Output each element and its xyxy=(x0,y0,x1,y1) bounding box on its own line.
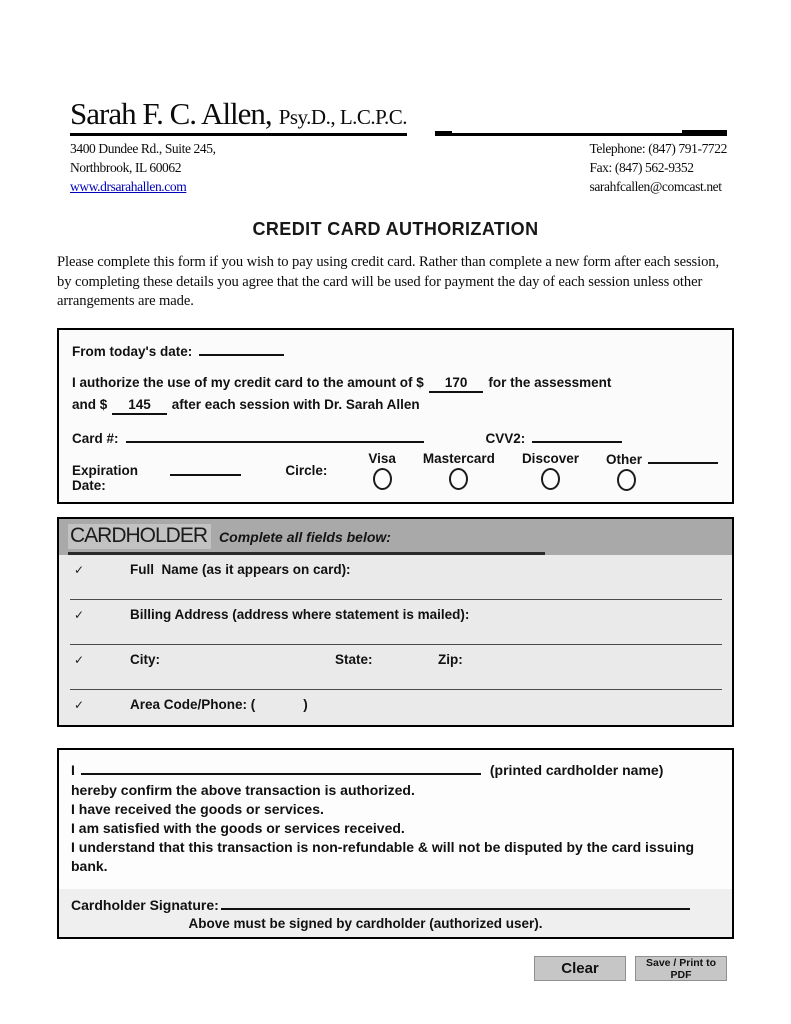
auth-text-prefix: I authorize the use of my credit card to the amount of $ xyxy=(72,375,424,391)
i-label: I xyxy=(71,762,75,779)
auth-text-suffix1: for the assessment xyxy=(488,375,612,391)
cardholder-header-bar xyxy=(59,519,732,555)
cardholder-title: CARDHOLDER xyxy=(68,524,211,549)
visa-label: Visa xyxy=(368,451,396,467)
other-blank[interactable] xyxy=(648,451,718,464)
check-icon: ✓ xyxy=(74,653,85,668)
letterhead-name-row xyxy=(70,96,727,136)
cvv-blank[interactable] xyxy=(532,430,622,443)
telephone-line: Telephone: (847) 791-7722 xyxy=(589,141,727,156)
signature-blank[interactable] xyxy=(221,896,690,910)
session-amount[interactable]: 145 xyxy=(112,396,167,415)
full-name-label: Full Name (as it appears on card): xyxy=(130,562,351,578)
address-line1: 3400 Dundee Rd., Suite 245, xyxy=(70,141,216,156)
mastercard-label: Mastercard xyxy=(422,451,495,467)
state-label: State: xyxy=(335,652,373,668)
decorative-underscore xyxy=(435,131,452,136)
signature-band xyxy=(59,889,732,937)
letterhead xyxy=(0,0,791,196)
statement-line: I am satisfied with the goods or services received. xyxy=(71,820,405,837)
card-number-row xyxy=(72,430,718,446)
mastercard-circle[interactable] xyxy=(449,468,468,490)
other-label-row xyxy=(606,451,718,467)
address-line2: Northbrook, IL 60062 xyxy=(70,160,182,176)
phone-row xyxy=(59,690,732,712)
date-label: From today's date: xyxy=(72,344,193,360)
printed-name-label: (printed cardholder name) xyxy=(489,762,664,779)
billing-address-label: Billing Address (address where statement is mailed): xyxy=(130,607,470,623)
clear-button[interactable]: Clear xyxy=(534,956,626,981)
printed-name-blank[interactable] xyxy=(81,761,481,775)
expiration-row xyxy=(72,451,718,493)
circle-label: Circle: xyxy=(285,463,328,479)
fax-line: Fax: (847) 562-9352 xyxy=(589,160,694,176)
check-icon: ✓ xyxy=(74,563,85,578)
website-link[interactable]: www.drsarahallen.com xyxy=(70,179,187,195)
practice-credentials: Psy.D., L.C.P.C. xyxy=(278,105,408,129)
assessment-amount[interactable]: 170 xyxy=(429,374,484,393)
phone-block xyxy=(589,139,727,196)
cvv-label: CVV2: xyxy=(485,431,526,447)
billing-address-row xyxy=(59,600,732,622)
phone-label: Area Code/Phone: ( xyxy=(130,697,256,713)
zip-label: Zip: xyxy=(438,652,463,668)
city-label: City: xyxy=(130,652,160,668)
other-circle[interactable] xyxy=(617,469,636,491)
other-label: Other xyxy=(605,452,642,468)
card-option-mastercard xyxy=(423,451,495,490)
cardholder-box xyxy=(57,517,734,727)
card-option-other xyxy=(606,451,718,491)
check-icon: ✓ xyxy=(74,608,85,623)
expiration-label: Expiration Date: xyxy=(72,463,139,494)
city-state-zip-row xyxy=(59,645,732,667)
date-blank[interactable] xyxy=(199,343,284,356)
confirmation-box xyxy=(57,748,734,939)
check-icon: ✓ xyxy=(74,698,85,713)
auth-text-suffix2: after each session with Dr. Sarah Allen xyxy=(171,397,420,413)
card-option-visa xyxy=(368,451,396,490)
card-option-discover xyxy=(522,451,579,490)
form-actions xyxy=(0,956,727,981)
contact-info xyxy=(70,139,727,196)
payment-authorization-box xyxy=(57,328,734,504)
city-state-zip-blank[interactable] xyxy=(59,667,732,689)
full-name-row xyxy=(59,555,732,577)
page-title: CREDIT CARD AUTHORIZATION xyxy=(252,219,539,240)
date-row xyxy=(72,343,718,359)
signature-note: Above must be signed by cardholder (authorized user). xyxy=(188,916,543,932)
card-number-blank[interactable] xyxy=(126,430,424,443)
phone-close-paren: ) xyxy=(303,697,308,713)
statement-line: I understand that this transaction is non-refundable & will not be disputed by the card issuing bank. xyxy=(71,839,695,875)
practice-name: Sarah F. C. Allen, xyxy=(70,96,272,131)
full-name-blank[interactable] xyxy=(59,577,732,599)
authorization-statement xyxy=(72,374,718,415)
statement-line: hereby confirm the above transaction is authorized. xyxy=(71,782,415,799)
email-line: sarahfcallen@comcast.net xyxy=(589,179,722,195)
expiration-blank[interactable] xyxy=(170,463,242,476)
card-number-label: Card #: xyxy=(72,431,119,447)
visa-circle[interactable] xyxy=(373,468,392,490)
signature-label: Cardholder Signature: xyxy=(71,897,219,914)
auth-text-prefix2: and $ xyxy=(72,397,108,413)
statement-line: I have received the goods or services. xyxy=(71,801,324,818)
address-block xyxy=(70,139,216,196)
discover-label: Discover xyxy=(521,451,579,467)
practice-name-group xyxy=(70,96,407,136)
authorization-line-2 xyxy=(72,396,718,415)
save-print-button[interactable]: Save / Print to PDF xyxy=(635,956,727,981)
decorative-rule xyxy=(452,133,682,136)
decorative-underscore xyxy=(682,130,727,136)
signature-row xyxy=(71,896,720,913)
intro-paragraph: Please complete this form if you wish to pay using credit card. Rather than complete a new form after each session, by completing these details you agree that the card will be used for payment the day of each session unless other arrangements are made. xyxy=(57,254,720,309)
authorization-line-1 xyxy=(72,374,718,393)
printed-name-row xyxy=(71,761,720,778)
discover-circle[interactable] xyxy=(541,468,560,490)
billing-address-blank[interactable] xyxy=(59,622,732,644)
cardholder-note: Complete all fields below: xyxy=(219,529,391,546)
